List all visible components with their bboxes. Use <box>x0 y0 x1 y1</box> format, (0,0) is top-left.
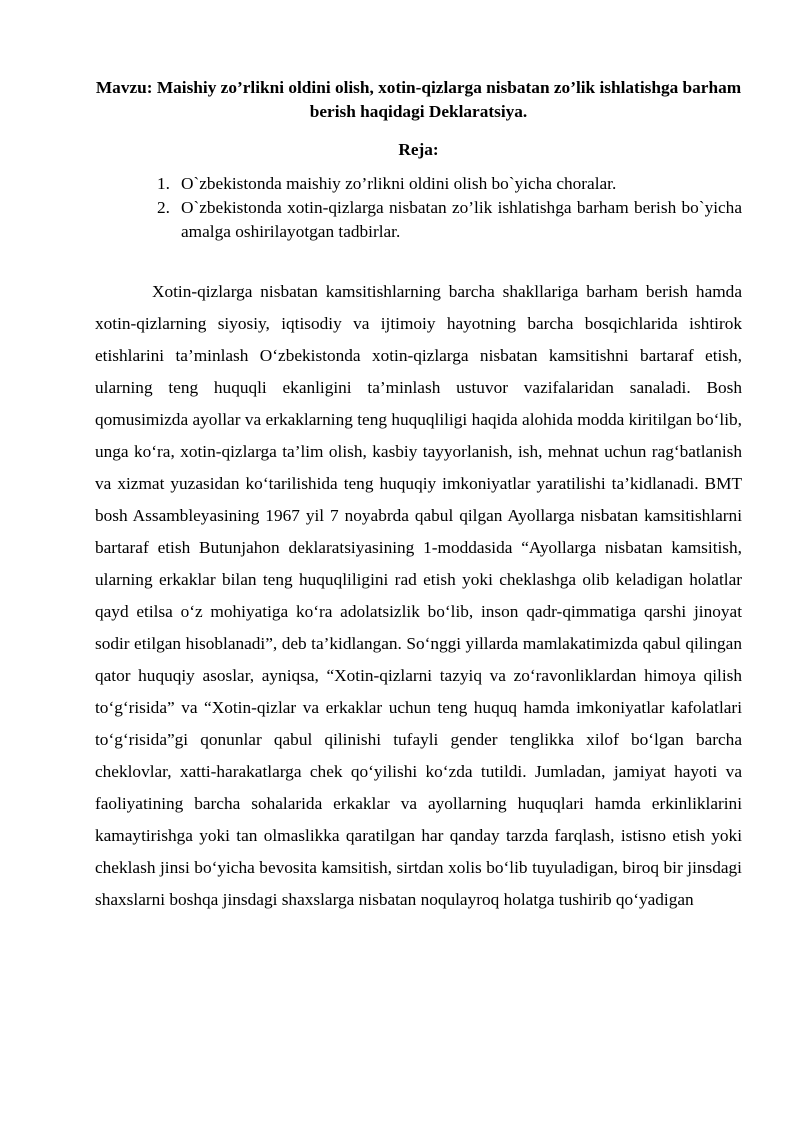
plan-item-text: O`zbekistonda xotin-qizlarga nisbatan zo’lik ishlatishga barham berish bo`yicha amalga oshirilayotgan tadbirlar. <box>181 198 742 241</box>
plan-item-number: 1. <box>157 174 170 193</box>
plan-item-number: 2. <box>157 198 170 217</box>
document-title: Mavzu: Maishiy zo’rlikni oldini olish, xotin-qizlarga nisbatan zo’lik ishlatishga barham berish haqidagi Deklaratsiya. <box>95 78 742 121</box>
plan-heading: Reja: <box>398 140 439 159</box>
plan-item <box>157 172 742 196</box>
body-paragraph: Xotin-qizlarga nisbatan kamsitishlarning barcha shakllariga barham berish hamda xotin-qizlarning siyosiy, iqtisodiy va ijtimoiy hayotning barcha bosqichlarida ishtirok etishlarini ta’minlash O‘zbekistonda xotin-qizlarga nisbatan kamsitishni bartaraf etish, ularning teng huquqli ekanligini ta’minlash ustuvor vazifalaridan sanaladi. Bosh qomusimizda ayollar va erkaklarning teng huquqliligi haqida alohida modda kiritilgan bo‘lib, unga ko‘ra, xotin-qizlarga ta’lim olish, kasbiy tayyorlanish, ish, mehnat uchun rag‘batlanish va xizmat yuzasidan ko‘tarilishida teng huquqiy imkoniyatlar yaratilishi ta’kidlanadi. BMT bosh Assambleyasining 1967 yil 7 noyabrda qabul qilgan Ayollarga nisbatan kamsitishlarni bartaraf etish Butunjahon deklaratsiyasining 1-moddasida “Ayollarga nisbatan kamsitish, ularning erkaklar bilan teng huquqliligini rad etish yoki cheklashga olib keladigan holatlar qayd etilsa o‘z mohiyatiga ko‘ra adolatsizlik bo‘lib, inson qadr-qimmatiga qarshi jinoyat sodir etilgan hisoblanadi”, deb ta’kidlangan. So‘nggi yillarda mamlakatimizda qabul qilingan qator huquqiy asoslar, ayniqsa, “Xotin-qizlarni tazyiq va zo‘ravonliklardan himoya qilish to‘g‘risida” va “Xotin-qizlar va erkaklar uchun teng huquq hamda imkoniyatlar kafolatlari to‘g‘risida”gi qonunlar qabul qilinishi tufayli gender tenglikka xilof bo‘lgan barcha cheklovlar, xatti-harakatlarga chek qo‘yilishi ko‘zda tutildi. Jumladan, jamiyat hayoti va faoliyatining barcha sohalarida erkaklar va ayollarning huquqlari hamda erkinliklarini kamaytirishga yoki tan olmaslikka qaratilgan har qanday tarzda farqlash, istisno etish yoki cheklash jinsi bo‘yicha bevosita kamsitish, sirtdan xolis bo‘lib tuyuladigan, biroq bir jinsdagi shaxslarni boshqa jinsdagi shaxslarga nisbatan noqulayroq holatga tushirib qo‘yadigan <box>95 282 742 909</box>
plan-list <box>95 172 742 244</box>
plan-item-text: O`zbekistonda maishiy zo’rlikni oldini olish bo`yicha choralar. <box>181 174 617 193</box>
plan-item <box>157 196 742 244</box>
